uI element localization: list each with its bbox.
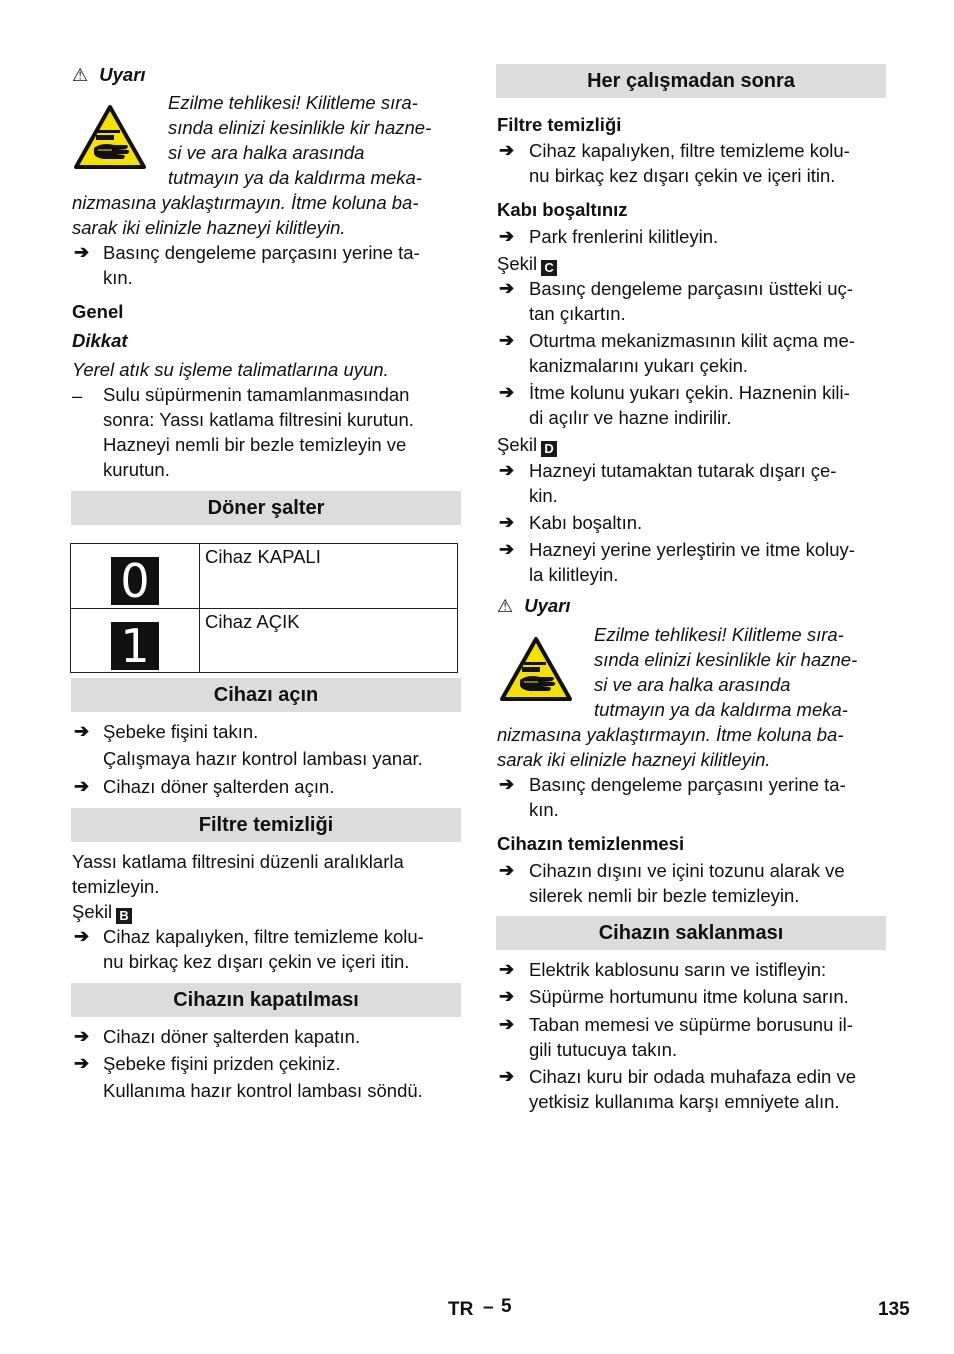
page-number: 135 <box>878 1299 910 1320</box>
table-row <box>71 609 458 673</box>
step-text: gili tutucuya takın. <box>529 1039 678 1060</box>
heading-filtre-temizligi: Filtre temizliği <box>71 808 461 842</box>
crush-hazard-icon <box>500 636 574 704</box>
step-text: la kilitleyin. <box>529 564 619 585</box>
step-note: Kullanıma hazır kontrol lambası söndü. <box>103 1080 423 1101</box>
arrow-icon: ➔ <box>499 140 515 160</box>
step-text: yetkisiz kullanıma karşı emniyete alın. <box>529 1091 840 1112</box>
step-text: Elektrik kablosunu sarın ve istifleyin: <box>529 959 827 980</box>
step-text: Hazneyi yerine yerleştirin ve itme koluy- <box>529 539 855 560</box>
crush-hazard-icon <box>74 104 148 172</box>
warning-text-line: sarak iki elinizle hazneyi kilitleyin. <box>497 749 771 770</box>
switch-label: Cihaz AÇIK <box>205 611 300 632</box>
switch-position-1-icon: 1 <box>111 622 159 670</box>
arrow-icon: ➔ <box>499 512 515 532</box>
warning-text-line: sarak iki elinizle hazneyi kilitleyin. <box>72 217 346 238</box>
footer-subpage: 5 <box>501 1296 512 1317</box>
step-text: Süpürme hortumunu itme koluna sarın. <box>529 986 849 1007</box>
switch-label: Cihaz KAPALI <box>205 546 321 567</box>
step-text: Oturtma mekanizmasının kilit açma me- <box>529 330 855 351</box>
step-text: Hazneyi tutamaktan tutarak dışarı çe- <box>529 460 837 481</box>
step-text: Cihazı döner şalterden açın. <box>103 776 335 797</box>
body-text: Yassı katlama filtresini düzenli aralıklarla <box>72 851 404 872</box>
figure-ref: Şekil B <box>72 901 132 924</box>
figure-ref: Şekil C <box>497 253 557 276</box>
list-text: kurutun. <box>103 459 170 480</box>
step-text: Basınç dengeleme parçasını yerine ta- <box>103 242 420 263</box>
table-row <box>71 544 458 609</box>
step-text: Park frenlerini kilitleyin. <box>529 226 719 247</box>
dikkat-title: Dikkat <box>72 330 128 351</box>
step-text: nu birkaç kez dışarı çekin ve içeri itin. <box>103 951 410 972</box>
step-text: Cihazı kuru bir odada muhafaza edin ve <box>529 1066 857 1087</box>
step-text: Cihazın dışını ve içini tozunu alarak ve <box>529 860 845 881</box>
subsection-title: Filtre temizliği <box>497 114 622 135</box>
dash-bullet: – <box>72 385 83 406</box>
warning-triangle-icon: ⚠ <box>497 596 514 616</box>
warning-text-line: tutmayın ya da kaldırma meka- <box>594 699 848 720</box>
warning-title: ⚠ Uyarı <box>72 64 146 85</box>
arrow-icon: ➔ <box>74 721 90 741</box>
step-text: nu birkaç kez dışarı çekin ve içeri itin. <box>529 165 836 186</box>
subsection-title: Kabı boşaltınız <box>497 199 628 220</box>
step-text: Cihaz kapalıyken, filtre temizleme kolu- <box>103 926 424 947</box>
heading-cihazin-saklanmasi: Cihazın saklanması <box>496 916 886 950</box>
body-text: temizleyin. <box>72 876 160 897</box>
step-text: Basınç dengeleme parçasını üstteki uç- <box>529 278 853 299</box>
switch-table <box>70 543 458 673</box>
step-text: Cihaz kapalıyken, filtre temizleme kolu- <box>529 140 850 161</box>
arrow-icon: ➔ <box>499 774 515 794</box>
figure-ref: Şekil D <box>497 434 557 457</box>
arrow-icon: ➔ <box>74 776 90 796</box>
footer-dash: – <box>483 1297 494 1318</box>
warning-text-line: nizmasına yaklaştırmayın. İtme koluna ba- <box>497 724 844 745</box>
warning-text-line: sında elinizi kesinlikle kir hazne- <box>594 649 858 670</box>
step-text: di açılır ve hazne indirilir. <box>529 407 732 428</box>
warning-text-line: nizmasına yaklaştırmayın. İtme koluna ba- <box>72 192 419 213</box>
warning-text-line: Ezilme tehlikesi! Kilitleme sıra- <box>594 624 844 645</box>
heading-cihazin-kapatilmasi: Cihazın kapatılması <box>71 983 461 1017</box>
step-text: Kabı boşaltın. <box>529 512 643 533</box>
arrow-icon: ➔ <box>74 242 90 262</box>
step-text: İtme kolunu yukarı çekin. Haznenin kili- <box>529 382 850 403</box>
warning-title: ⚠ Uyarı <box>497 595 571 616</box>
figure-c-icon: C <box>541 260 557 276</box>
warning-triangle-icon: ⚠ <box>72 65 89 85</box>
step-text: Şebeke fişini prizden çekiniz. <box>103 1053 341 1074</box>
step-text: kın. <box>103 267 133 288</box>
heading-her-calismadan-sonra: Her çalışmadan sonra <box>496 64 886 98</box>
step-text: kın. <box>529 799 559 820</box>
step-text: kanizmalarını yukarı çekin. <box>529 355 749 376</box>
warning-text-line: sında elinizi kesinlikle kir hazne- <box>168 117 432 138</box>
arrow-icon: ➔ <box>499 382 515 402</box>
warning-text-line: tutmayın ya da kaldırma meka- <box>168 167 422 188</box>
step-text: Cihazı döner şalterden kapatın. <box>103 1026 361 1047</box>
step-text: silerek nemli bir bezle temizleyin. <box>529 885 800 906</box>
step-text: Şebeke fişini takın. <box>103 721 259 742</box>
warning-text-line: Ezilme tehlikesi! Kilitleme sıra- <box>168 92 418 113</box>
step-note: Çalışmaya hazır kontrol lambası yanar. <box>103 748 423 769</box>
subsection-title: Cihazın temizlenmesi <box>497 833 685 854</box>
heading-cihazi-acin: Cihazı açın <box>71 678 461 712</box>
footer-lang: TR <box>448 1299 474 1320</box>
step-text: Basınç dengeleme parçasını yerine ta- <box>529 774 846 795</box>
arrow-icon: ➔ <box>499 959 515 979</box>
arrow-icon: ➔ <box>499 539 515 559</box>
warning-text-line: si ve ara halka arasında <box>594 674 791 695</box>
dikkat-text: Yerel atık su işleme talimatlarına uyun. <box>72 359 389 380</box>
arrow-icon: ➔ <box>74 1026 90 1046</box>
section-title-genel: Genel <box>72 301 124 322</box>
list-text: Sulu süpürmenin tamamlanmasından <box>103 384 410 405</box>
figure-d-icon: D <box>541 441 557 457</box>
figure-b-icon: B <box>116 908 132 924</box>
arrow-icon: ➔ <box>499 460 515 480</box>
arrow-icon: ➔ <box>499 330 515 350</box>
step-text: Taban memesi ve süpürme borusunu il- <box>529 1014 853 1035</box>
arrow-icon: ➔ <box>499 1066 515 1086</box>
arrow-icon: ➔ <box>499 860 515 880</box>
arrow-icon: ➔ <box>74 926 90 946</box>
arrow-icon: ➔ <box>499 278 515 298</box>
heading-doner-salter: Döner şalter <box>71 491 461 525</box>
switch-position-0-icon: 0 <box>111 557 159 605</box>
list-text: Hazneyi nemli bir bezle temizleyin ve <box>103 434 407 455</box>
list-text: sonra: Yassı katlama filtresini kurutun. <box>103 409 414 430</box>
step-text: tan çıkartın. <box>529 303 626 324</box>
warning-text-line: si ve ara halka arasında <box>168 142 365 163</box>
step-text: kin. <box>529 485 558 506</box>
arrow-icon: ➔ <box>499 1014 515 1034</box>
arrow-icon: ➔ <box>74 1053 90 1073</box>
arrow-icon: ➔ <box>499 986 515 1006</box>
arrow-icon: ➔ <box>499 226 515 246</box>
